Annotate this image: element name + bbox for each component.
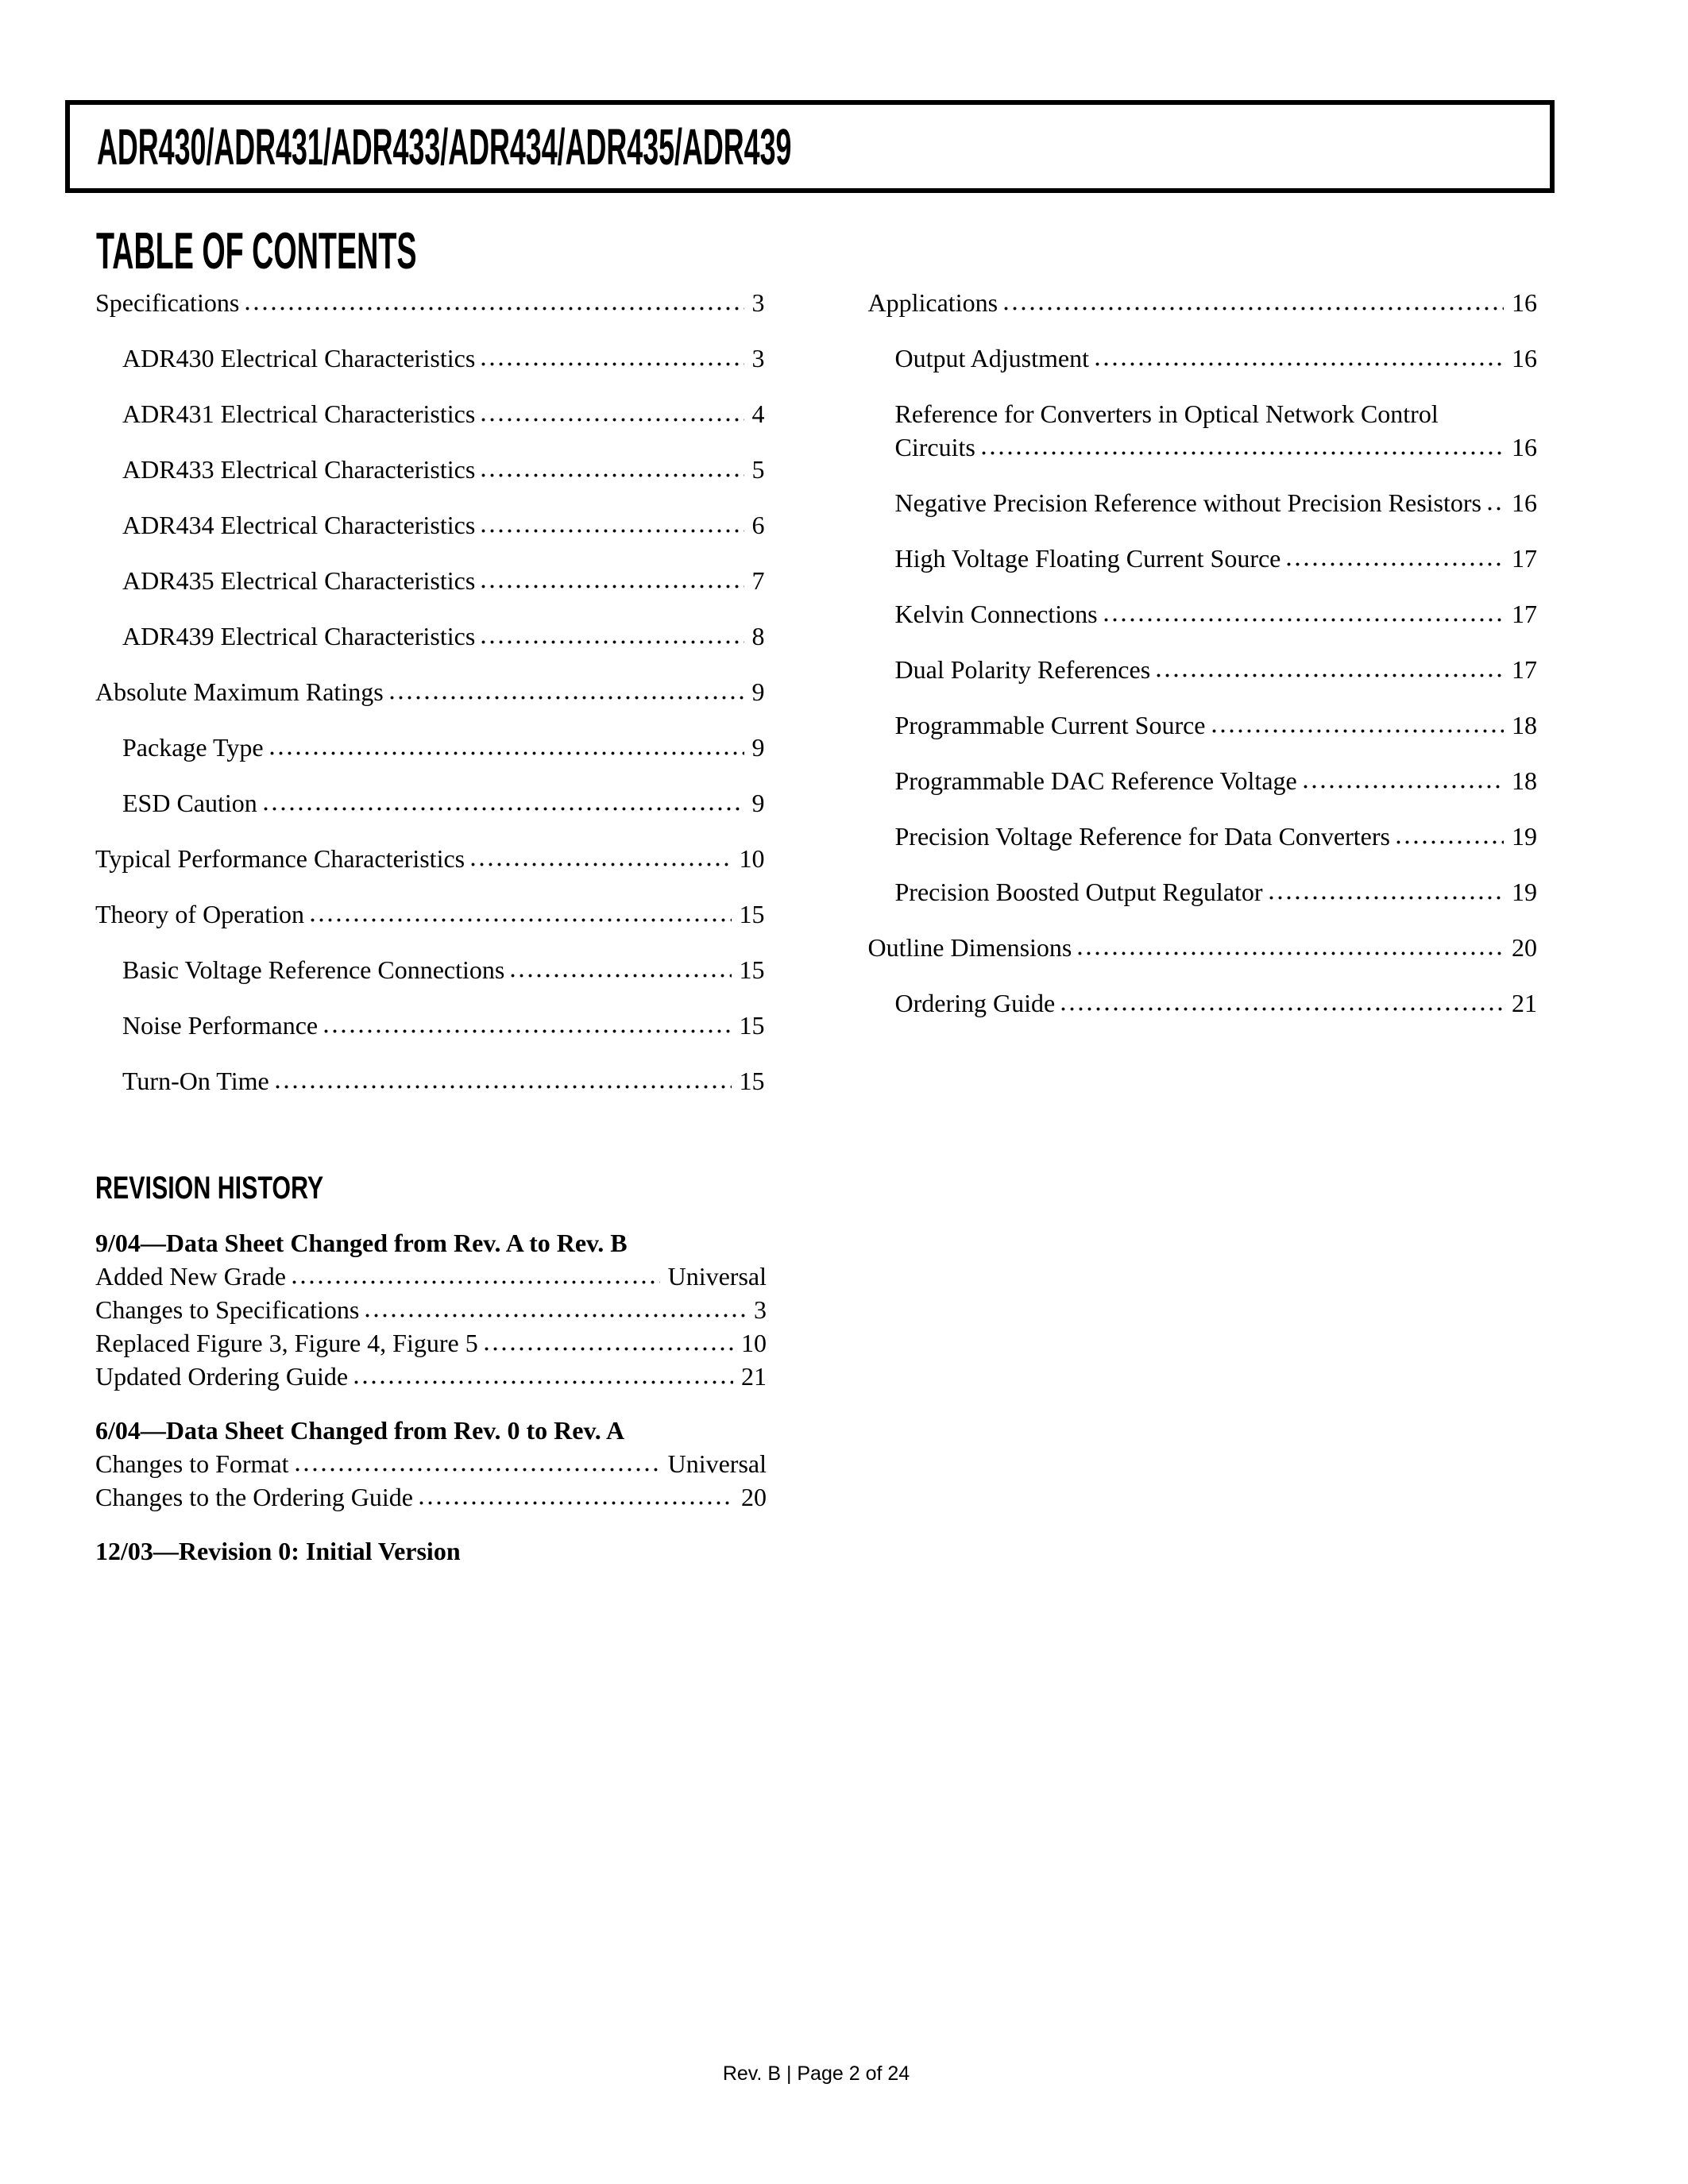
revision-entry-value: Universal bbox=[667, 1262, 767, 1291]
revision-entry bbox=[95, 1360, 767, 1393]
toc-entry[interactable] bbox=[95, 842, 765, 875]
toc-entry[interactable] bbox=[868, 341, 1538, 375]
revision-section bbox=[95, 1414, 767, 1514]
toc-entry[interactable] bbox=[95, 897, 765, 931]
revision-section bbox=[95, 1226, 767, 1393]
dot-leader bbox=[1104, 618, 1504, 622]
revision-entry-value: 10 bbox=[741, 1329, 767, 1357]
toc-entry-label: ADR435 Electrical Characteristics bbox=[122, 566, 476, 595]
toc-page-number: 4 bbox=[751, 399, 765, 428]
toc-page-number: 15 bbox=[739, 1067, 765, 1095]
toc-page-number: 3 bbox=[751, 344, 765, 372]
toc-entry[interactable] bbox=[95, 564, 765, 597]
toc-page-number: 9 bbox=[751, 677, 765, 706]
toc-entry-label: ADR433 Electrical Characteristics bbox=[122, 455, 476, 484]
revision-entry bbox=[95, 1326, 767, 1360]
toc-entry[interactable] bbox=[868, 931, 1538, 964]
part-number-header-box bbox=[65, 100, 1555, 193]
dot-leader bbox=[365, 1314, 746, 1318]
toc-entry-label: Typical Performance Characteristics bbox=[95, 844, 465, 873]
toc-entry[interactable] bbox=[95, 786, 765, 820]
toc-entry[interactable] bbox=[95, 1009, 765, 1042]
toc-entry-label: Theory of Operation bbox=[95, 900, 305, 928]
toc-entry[interactable] bbox=[95, 341, 765, 375]
toc-page-number: 5 bbox=[751, 455, 765, 484]
page-footer bbox=[95, 2062, 1537, 2086]
toc-entry-label: Package Type bbox=[122, 733, 264, 762]
dot-leader bbox=[1488, 507, 1504, 511]
dot-leader bbox=[481, 362, 744, 366]
revision-entry bbox=[95, 1447, 767, 1480]
toc-entry[interactable] bbox=[868, 486, 1538, 519]
dot-leader bbox=[511, 974, 731, 978]
dot-leader bbox=[1304, 785, 1504, 789]
toc-entry[interactable] bbox=[95, 508, 765, 542]
toc-entry-label: Applications bbox=[867, 288, 999, 317]
toc-columns bbox=[95, 286, 1537, 1120]
toc-entry-label: Absolute Maximum Ratings bbox=[95, 677, 384, 706]
toc-right-column bbox=[868, 286, 1538, 1120]
revision-entry-label: Replaced Figure 3, Figure 4, Figure 5 bbox=[95, 1329, 478, 1357]
dot-leader bbox=[264, 807, 744, 811]
toc-entry-label: Output Adjustment bbox=[894, 344, 1089, 372]
toc-entry[interactable] bbox=[868, 820, 1538, 853]
dot-leader bbox=[1269, 896, 1504, 900]
toc-entry[interactable] bbox=[95, 675, 765, 708]
toc-entry[interactable] bbox=[868, 875, 1538, 909]
dot-leader bbox=[1078, 951, 1504, 955]
dot-leader bbox=[270, 751, 744, 755]
toc-entry-label: ESD Caution bbox=[122, 789, 257, 817]
toc-page-number: 7 bbox=[751, 566, 765, 595]
toc-entry[interactable] bbox=[95, 619, 765, 653]
dot-leader bbox=[245, 307, 744, 311]
dot-leader bbox=[481, 418, 744, 422]
toc-entry-label: Precision Voltage Reference for Data Converters bbox=[894, 822, 1390, 851]
toc-entry[interactable] bbox=[95, 731, 765, 764]
toc-page-number: 15 bbox=[739, 1011, 765, 1040]
toc-page-number: 21 bbox=[1512, 989, 1537, 1017]
revision-entry-value: Universal bbox=[667, 1449, 767, 1478]
dot-leader bbox=[276, 1085, 732, 1089]
dot-leader bbox=[390, 696, 744, 700]
toc-page-number: 9 bbox=[751, 733, 765, 762]
toc-entry[interactable] bbox=[95, 1064, 765, 1098]
toc-entry-label: Turn-On Time bbox=[122, 1067, 269, 1095]
toc-entry[interactable] bbox=[868, 986, 1538, 1020]
toc-page-number: 18 bbox=[1512, 711, 1537, 739]
revision-entry bbox=[95, 1293, 767, 1326]
dot-leader bbox=[481, 640, 744, 644]
toc-page-number: 15 bbox=[739, 955, 765, 984]
toc-entry-label: Precision Boosted Output Regulator bbox=[894, 878, 1263, 906]
dot-leader bbox=[324, 1029, 731, 1033]
toc-page-number: 16 bbox=[1512, 433, 1537, 461]
toc-entry[interactable] bbox=[868, 597, 1538, 631]
toc-entry-label: Specifications bbox=[95, 288, 240, 317]
toc-page-number: 17 bbox=[1512, 655, 1537, 684]
toc-entry[interactable] bbox=[868, 542, 1538, 575]
revision-entry-value: 21 bbox=[741, 1362, 767, 1391]
toc-page-number: 19 bbox=[1512, 878, 1537, 906]
toc-page-number: 16 bbox=[1512, 288, 1537, 317]
revision-entry-label: Changes to Format bbox=[95, 1449, 289, 1478]
revision-entry bbox=[95, 1260, 767, 1293]
revision-entry-label: Updated Ordering Guide bbox=[95, 1362, 349, 1391]
revision-entry bbox=[95, 1480, 767, 1514]
revision-entry-value: 20 bbox=[741, 1483, 767, 1511]
toc-entry[interactable] bbox=[95, 397, 765, 430]
toc-entry-label: Negative Precision Reference without Precision Resistors bbox=[894, 488, 1481, 517]
dot-leader bbox=[1212, 729, 1505, 733]
toc-page-number: 9 bbox=[751, 789, 765, 817]
dot-leader bbox=[295, 1468, 660, 1472]
dot-leader bbox=[481, 529, 744, 533]
dot-leader bbox=[481, 585, 744, 588]
toc-page-number: 19 bbox=[1512, 822, 1537, 851]
dot-leader bbox=[354, 1380, 733, 1384]
dot-leader bbox=[1157, 673, 1504, 677]
toc-page-number: 3 bbox=[751, 288, 765, 317]
dot-leader bbox=[311, 918, 731, 922]
dot-leader bbox=[1061, 1007, 1504, 1011]
toc-page-number: 8 bbox=[751, 622, 765, 650]
toc-entry[interactable] bbox=[868, 397, 1538, 464]
toc-entry[interactable] bbox=[868, 708, 1538, 742]
toc-entry-label: Reference for Converters in Optical Network Control bbox=[894, 399, 1439, 428]
toc-left-column bbox=[95, 286, 765, 1120]
toc-entry-label: ADR430 Electrical Characteristics bbox=[122, 344, 476, 372]
toc-entry-label: Kelvin Connections bbox=[894, 600, 1098, 628]
dot-leader bbox=[1396, 840, 1504, 844]
dot-leader bbox=[419, 1501, 733, 1505]
dot-leader bbox=[982, 451, 1504, 455]
dot-leader bbox=[1287, 562, 1504, 566]
toc-entry-label: ADR434 Electrical Characteristics bbox=[122, 511, 476, 539]
toc-entry[interactable] bbox=[95, 453, 765, 486]
toc-entry[interactable] bbox=[95, 286, 765, 319]
toc-entry[interactable] bbox=[95, 953, 765, 986]
revision-history-body bbox=[95, 1226, 767, 1568]
footer-text: Rev. B | Page 2 of 24 bbox=[722, 2062, 910, 2085]
toc-page-number: 15 bbox=[739, 900, 765, 928]
table-of-contents-heading: TABLE OF CONTENTS bbox=[96, 222, 417, 280]
dot-leader bbox=[471, 862, 731, 866]
toc-entry-label: ADR439 Electrical Characteristics bbox=[122, 622, 476, 650]
toc-entry[interactable] bbox=[868, 653, 1538, 686]
revision-section-title: 9/04—Data Sheet Changed from Rev. A to Rev. B bbox=[95, 1229, 628, 1257]
toc-page-number: 10 bbox=[739, 844, 765, 873]
dot-leader bbox=[292, 1280, 660, 1284]
toc-entry-label: Basic Voltage Reference Connections bbox=[122, 955, 505, 984]
toc-page-number: 16 bbox=[1512, 344, 1537, 372]
toc-entry-label: Programmable DAC Reference Voltage bbox=[894, 766, 1297, 795]
toc-page-number: 6 bbox=[751, 511, 765, 539]
revision-entry-label: Changes to Specifications bbox=[95, 1295, 360, 1324]
toc-entry[interactable] bbox=[868, 764, 1538, 797]
revision-history-heading: REVISION HISTORY bbox=[95, 1171, 324, 1206]
revision-history-section bbox=[95, 1171, 767, 1568]
part-number-title: ADR430/ADR431/ADR433/ADR434/ADR435/ADR439 bbox=[97, 118, 792, 176]
dot-leader bbox=[481, 473, 744, 477]
revision-section bbox=[95, 1534, 767, 1568]
toc-page-number: 17 bbox=[1512, 600, 1537, 628]
toc-entry-label: Ordering Guide bbox=[894, 989, 1056, 1017]
toc-page-number: 20 bbox=[1512, 933, 1537, 962]
toc-page-number: 18 bbox=[1512, 766, 1537, 795]
dot-leader bbox=[485, 1347, 733, 1351]
revision-entry-label: Changes to the Ordering Guide bbox=[95, 1483, 413, 1511]
dot-leader bbox=[1095, 362, 1504, 366]
revision-entry-label: Added New Grade bbox=[95, 1262, 286, 1291]
toc-page-number: 16 bbox=[1512, 488, 1537, 517]
toc-entry-label: Noise Performance bbox=[122, 1011, 319, 1040]
toc-entry-label: Programmable Current Source bbox=[894, 711, 1206, 739]
toc-entry[interactable] bbox=[868, 286, 1538, 319]
revision-entry-value: 3 bbox=[754, 1295, 767, 1324]
dot-leader bbox=[1004, 307, 1504, 311]
revision-section-title: 12/03—Revision 0: Initial Version bbox=[95, 1537, 461, 1565]
toc-entry-label: ADR431 Electrical Characteristics bbox=[122, 399, 476, 428]
toc-entry-label: Dual Polarity References bbox=[894, 655, 1151, 684]
toc-page-number: 17 bbox=[1512, 544, 1537, 573]
toc-entry-label: Outline Dimensions bbox=[867, 933, 1072, 962]
toc-entry-label: Circuits bbox=[894, 433, 975, 461]
toc-entry-label: High Voltage Floating Current Source bbox=[894, 544, 1281, 573]
revision-section-title: 6/04—Data Sheet Changed from Rev. 0 to Rev. A bbox=[95, 1416, 625, 1445]
